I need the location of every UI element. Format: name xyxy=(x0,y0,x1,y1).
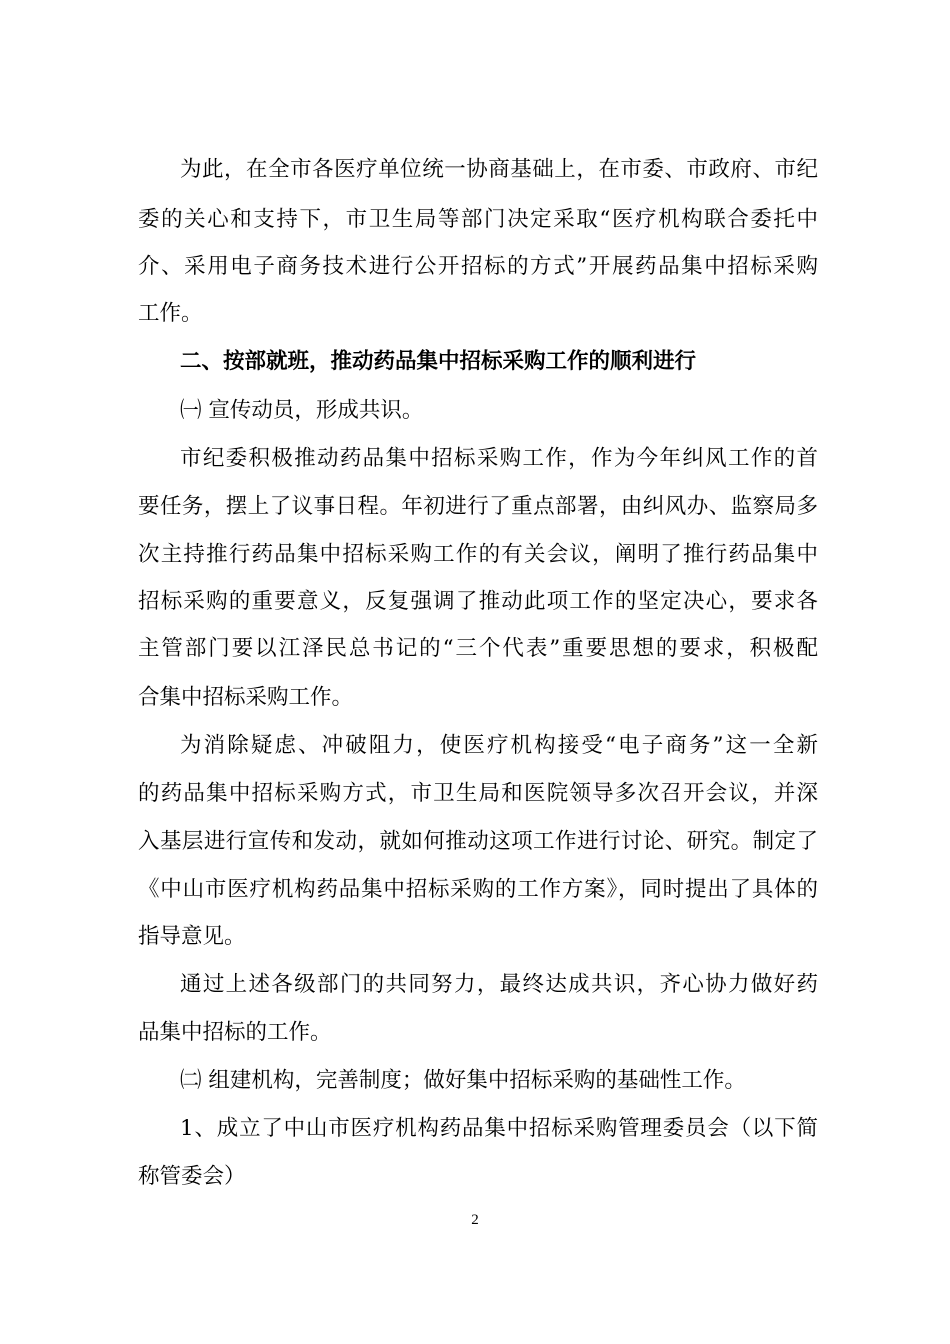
paragraph-line: 1、成立了中山市医疗机构药品集中招标采购管理委员会（以下简 xyxy=(180,1116,818,1141)
paragraph-line: 的药品集中招标采购方式，市卫生局和医院领导多次召开会议，并深 xyxy=(138,781,818,806)
paragraph-line: 介、采用电子商务技术进行公开招标的方式”开展药品集中招标采购 xyxy=(138,254,818,279)
paragraph-line: 称管委会） xyxy=(138,1164,246,1189)
paragraph-line: 市纪委积极推动药品集中招标采购工作，作为今年纠风工作的首 xyxy=(180,446,818,471)
paragraph-line: 工作。 xyxy=(138,301,203,326)
paragraph-line: 要任务，摆上了议事日程。年初进行了重点部署，由纠风办、监察局多 xyxy=(138,494,818,519)
paragraph-line: 通过上述各级部门的共同努力，最终达成共识，齐心协力做好药 xyxy=(180,972,818,997)
paragraph-line: 次主持推行药品集中招标采购工作的有关会议，阐明了推行药品集中 xyxy=(138,542,818,567)
subsection-heading: ㈠ 宣传动员，形成共识。 xyxy=(180,398,424,423)
section-heading: 二、按部就班，推动药品集中招标采购工作的顺利进行 xyxy=(180,349,697,374)
subsection-heading: ㈡ 组建机构，完善制度；做好集中招标采购的基础性工作。 xyxy=(180,1068,746,1093)
paragraph-line: 为消除疑虑、冲破阻力，使医疗机构接受“电子商务”这一全新 xyxy=(180,733,818,758)
paragraph-line: 品集中招标的工作。 xyxy=(138,1020,332,1045)
paragraph-line: 合集中招标采购工作。 xyxy=(138,685,354,710)
page-number: 2 xyxy=(471,1212,479,1228)
paragraph-line: 委的关心和支持下，市卫生局等部门决定采取“医疗机构联合委托中 xyxy=(138,207,818,232)
paragraph-line: 指导意见。 xyxy=(138,924,246,949)
paragraph-line: 入基层进行宣传和发动，就如何推动这项工作进行讨论、研究。制定了 xyxy=(138,829,818,854)
paragraph-line: 招标采购的重要意义，反复强调了推动此项工作的坚定决心，要求各 xyxy=(138,589,818,614)
paragraph-line: 主管部门要以江泽民总书记的“三个代表”重要思想的要求，积极配 xyxy=(138,636,818,661)
paragraph-line: 《中山市医疗机构药品集中招标采购的工作方案》，同时提出了具体的 xyxy=(138,877,818,902)
paragraph-line: 为此，在全市各医疗单位统一协商基础上，在市委、市政府、市纪 xyxy=(180,157,818,182)
